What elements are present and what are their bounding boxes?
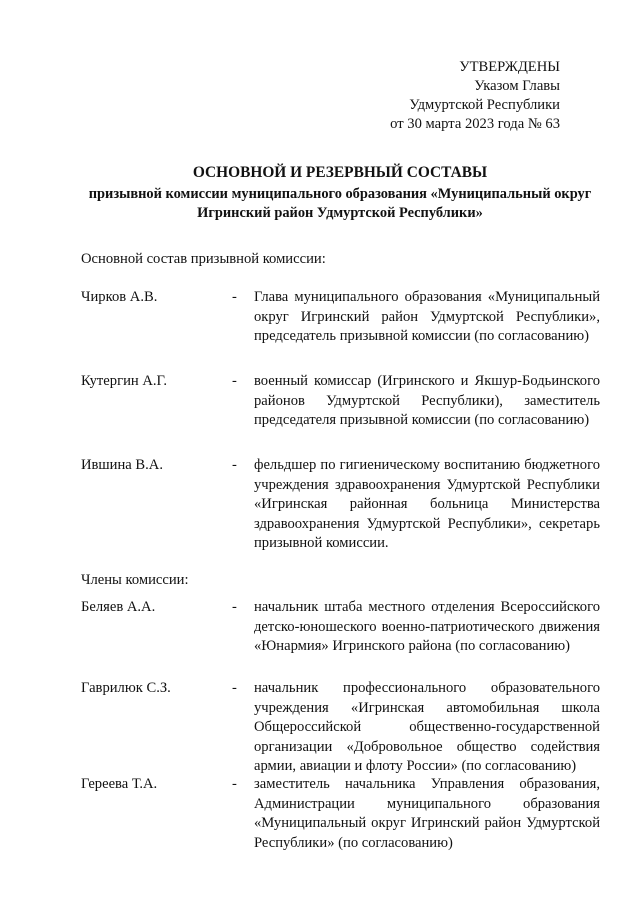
approval-line-3: Удмуртской Республики — [409, 97, 560, 113]
member-name: Ившина В.А. — [81, 457, 163, 473]
member-dash: - — [232, 373, 237, 389]
member-role: начальник профессионального образовательного учреждения «Игринская автомобильная школа Общероссийской общественно-государственной организации «Добровольное общество содействия армии, авиации и флоту России» (по согласованию) — [254, 680, 600, 775]
document-title — [80, 163, 600, 222]
member-role: фельдшер по гигиеническому воспитанию бюджетного учреждения здравоохранения Удмуртской Республики «Игринская районная больница Министерства здравоохранения Удмуртской Республики», секретарь призывной комиссии. — [254, 457, 600, 552]
member-name: Беляев А.А. — [81, 599, 156, 615]
commission-members-heading: Члены комиссии: — [81, 572, 189, 588]
member-role: заместитель начальника Управления образования, Администрации муниципального образования «Муниципальный округ Игринский район Удмуртской Республики» (по согласованию) — [254, 776, 600, 851]
member-dash: - — [232, 457, 237, 473]
member-name: Чирков А.В. — [81, 289, 158, 305]
member-name: Гаврилюк С.З. — [81, 680, 171, 696]
member-name: Гереева Т.А. — [81, 776, 158, 792]
main-composition-heading: Основной состав призывной комиссии: — [81, 251, 326, 267]
approval-stamp — [390, 58, 560, 134]
member-role: Глава муниципального образования «Муниципальный округ Игринский район Удмуртской Республики», председатель призывной комиссии (по согласованию) — [254, 289, 600, 345]
title-main: ОСНОВНОЙ И РЕЗЕРВНЫЙ СОСТАВЫ — [192, 164, 488, 181]
member-dash: - — [232, 776, 237, 792]
approval-line-4: от 30 марта 2023 года № 63 — [390, 116, 560, 132]
title-sub: призывной комиссии муниципального образования «Муниципальный округ Игринский район Удмуртской Республики» — [88, 186, 592, 221]
member-dash: - — [232, 599, 237, 615]
approval-line-1: УТВЕРЖДЕНЫ — [459, 59, 560, 75]
member-dash: - — [232, 289, 237, 305]
member-name: Кутергин А.Г. — [81, 373, 167, 389]
member-role: начальник штаба местного отделения Всероссийского детско-юношеского военно-патриотического движения «Юнармия» Игринского района (по согласованию) — [254, 599, 600, 655]
member-dash: - — [232, 680, 237, 696]
member-role: военный комиссар (Игринского и Якшур-Бодьинского районов Удмуртской Республики), заместитель председателя призывной комиссии (по согласованию) — [254, 373, 600, 429]
approval-line-2: Указом Главы — [474, 78, 560, 94]
